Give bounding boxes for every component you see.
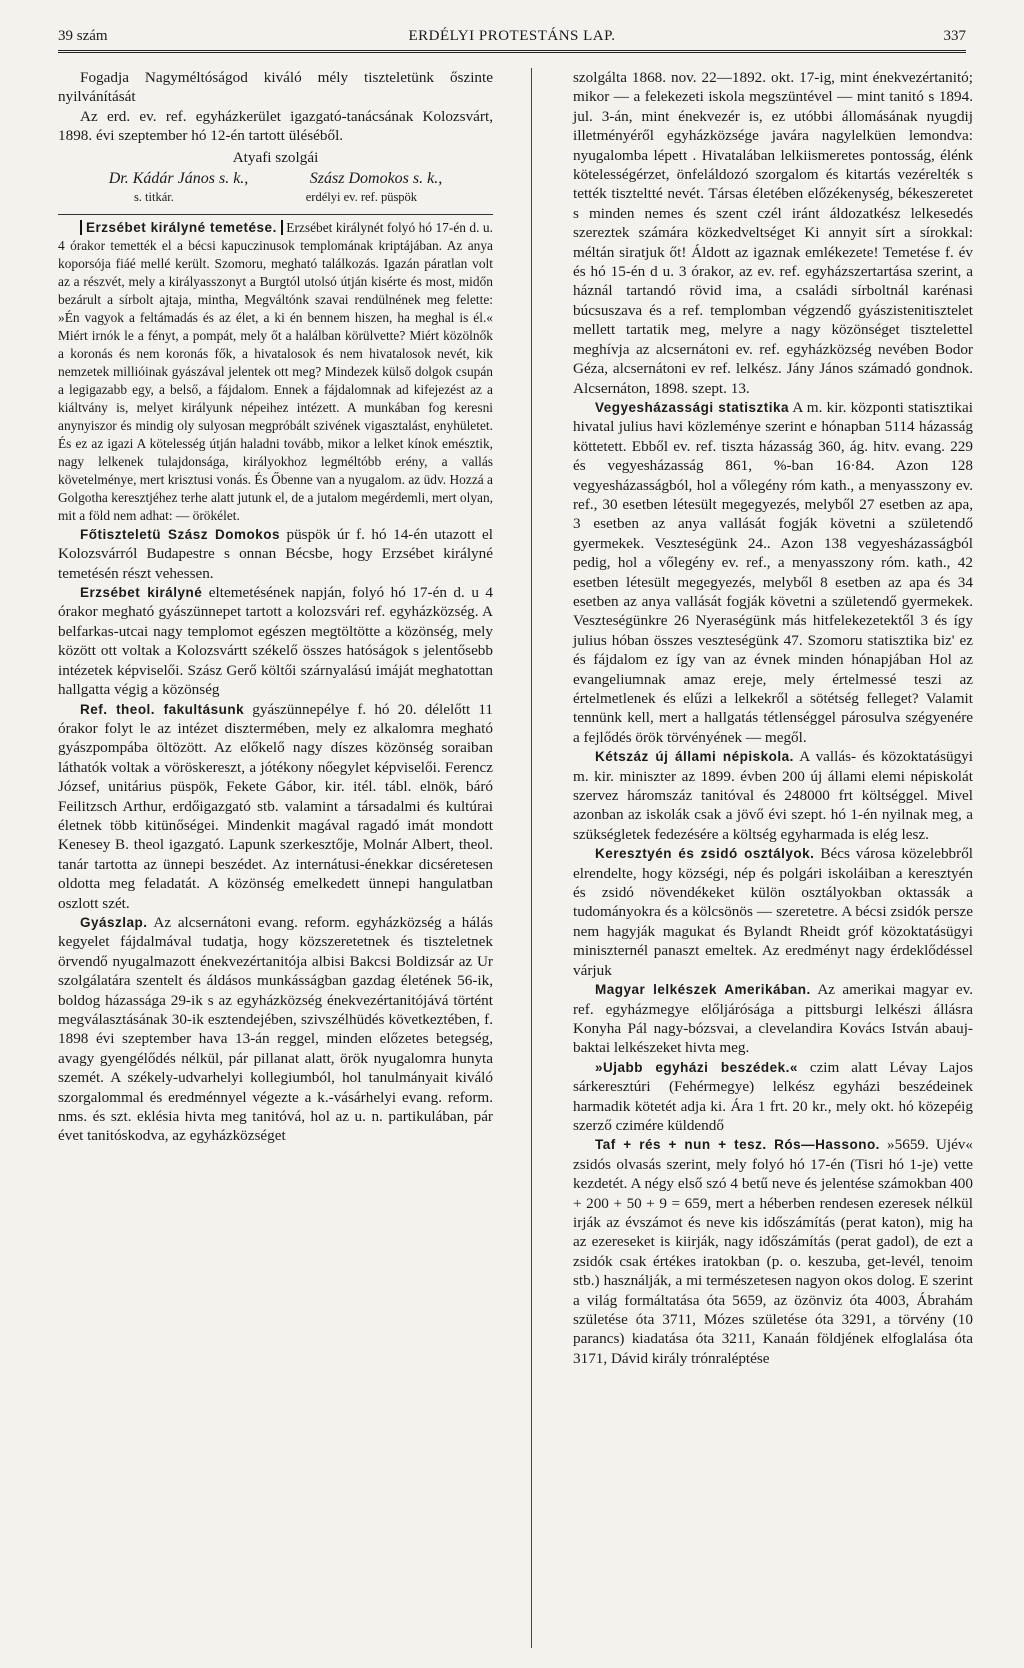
article-new-sermons xyxy=(573,1058,973,1136)
letter-origin: Az erd. ev. ref. egyházkerület igazgató-tanácsának Kolozsvárt, 1898. évi szeptember hó 12-én tartott üléséből. xyxy=(58,107,493,145)
right-column xyxy=(573,68,973,1368)
article-new-schools xyxy=(573,747,973,844)
issue-number: 39 szám xyxy=(58,28,108,44)
article-body: eltemetésének napján, folyó hó 17-én d. u 4 órakor megható gyászünnepet tartott a kolozsvári ref. egyházközség. A belfarkas-utcai nagy templomot egészen megtöltötte a közönség, mely között ott voltak a Kolozsvártt székelő összes hatóságok s jelentősebb intézetek képviselői. Szász Gerő költői szárnyalású imáját meghatottan hallgatta végig a közönség xyxy=(58,584,494,699)
article-mourning-service xyxy=(58,583,493,699)
column-divider xyxy=(531,68,532,1648)
article-body: Erzsébet királynét folyó hó 17-én d. u. 4 órakor temették el a bécsi kapuczinusok templomának kriptájában. Az anya koporsója fiáé mellé került. Szomoru, megható találkozás. Igazán páratlan volt az a részvét, mely a királyasszonyt a Burgtól utolsó útján kisérte és most, midőn bezárult a sírbolt ajtaja, mintha, Megváltónk szavai rendülnének meg felette: »Én vagyok a feltámadás és az élet, a ki én bennem hiszen, ha meghal is él.« Miért irnók le a fényt, a pompát, mely őt a halálban körülvette? Miért közölnők a koronás és nem koronás fők, a hivatalosok és nem hivatalosok nevét, kik nemzetek millióinak gyászával jelentek ott meg? Mindezek külső dolgok csupán a legigazabb egy, a belső, a fájdalom. Ennek a fájdalomnak ad kifejezést az a kiáltvány is, melyet királyunk népeihez intézett. A munkában fog keresni anynyiszor és mindig oly sulyosan megpróbált szivének vigasztalást, enyhületet. És ez az igazi A kötelesség útján haladni tovább, mikor a lelket kínok emésztik, nagy lelkenek tulajdonsága, királyokhoz legméltóbb erény, a vallás követelménye, mert krisztusi vonás. És Őbenne van a nyugalom. az üdv. Hozzá a Golgotha keresztjéhez terhe alatt jutunk el, de a jutalom megérdemli, mert olyan, mit a föld nem adhat: — örökélet. xyxy=(58,219,493,523)
letter-closing: Atyafi szolgái xyxy=(232,148,319,166)
section-rule xyxy=(58,214,493,215)
article-title: Vegyesházassági statisztika xyxy=(595,399,790,415)
article-mixed-marriage xyxy=(573,398,973,747)
article-body: gyászünnepélye f. hó 20. délelőtt 11 órakor folyt le az intézet disztermében, mely ez alkalomra megható gyászpompába öltözött. Az előkelő nagy díszes közönség soraiban láthatók voltak a vöröskereszt, a jótékony nőegylet képviselői. Ferencz József, unitárius püspök, Fekete Gábor, kir. itél. tábl. elnök, báró Feilitzsch Arthur, erdőigazgató stb. valamint a társadalmi és kultúrai életnek több kitünőségei. Mindenkit magával ragadó imát mondott Kenesey B. theol igazgató. Lapunk szerkesztője, Molnár Albert, theol. tanár tartotta az ünnepi beszédet. Az internátusi-énekkar dicséretesen oldotta meg feladatát. A közönség emelkedett ünnepi hangulatban oszlott szét. xyxy=(58,700,493,912)
article-title: Taf + rés + nun + tesz. Rós—Hassono. xyxy=(595,1137,880,1153)
signature-1-role: s. titkár. xyxy=(133,190,174,205)
article-body: A vallás- és közoktatásügyi m. kir. miniszter az 1899. évben 200 új állami elemi népiskolát szervez háromszáz tanitóval és 248000 frt költséggel. Mivel azonban az iskolák csak a jövő évi szept. hó 1-én nyilnak meg, a szükségletek fedezésére a költség egyharmada is elég lesz. xyxy=(573,748,973,843)
article-body: Az amerikai magyar ev. ref. egyházmegye előljárósága a pittsburgi lelkészi állásra Konyha Pál nagy-bózsvai, a clevelandira Kovács István abauj-baktai lelkészeket hivta meg. xyxy=(573,981,973,1057)
article-title: Erzsébet királyné xyxy=(80,585,203,601)
article-title: »Ujabb egyházi beszédek.« xyxy=(595,1059,798,1075)
article-pastors-america xyxy=(573,980,973,1058)
article-obituary xyxy=(58,913,493,1146)
article-title: Ref. theol. fakultásunk xyxy=(80,701,245,717)
article-queen-funeral xyxy=(58,219,493,525)
article-theology-faculty xyxy=(58,700,493,913)
left-column xyxy=(58,68,493,1146)
journal-title: ERDÉLYI PROTESTÁNS LAP. xyxy=(408,28,616,44)
article-body: czim alatt Lévay Lajos sárkeresztúri (Fehérmegye) lelkész egyházi beszédeinek harmadik kötetét adja ki. Ára 1 frt. 20 kr., mely okt. hó közepéig szerző czimére küldendő xyxy=(573,1058,974,1134)
article-new-year xyxy=(573,1135,973,1368)
letter-intro: Fogadja Nagyméltóságod kiváló mély tiszteletünk őszinte nyilvánítását xyxy=(58,69,493,106)
page-number: 337 xyxy=(943,28,966,44)
signature-2: Szász Domokos s. k., xyxy=(309,170,443,188)
article-body: püspök úr f. hó 14-én utazott el Kolozsvárról Budapestre s onnan Bécsbe, hogy Erzsébet királyné temetésén részt vehessen. xyxy=(58,525,493,582)
article-body: A m. kir. központi statisztikai hivatal julius havi közleménye szerint e hónapban 5114 házasság köttetett. Ebből ev. ref. tiszta házasság 360, ág. hitv. evang. 229 és vegyesházasság 861, %-ban 16·84. Azon 128 vegyesházasságból, hol a vőlegény róm kath., a menyasszony ev. ref., 30 esetben létesült megegyezés, melyből 27 esetben az apa, 3 esetben az anya vallását fogják követni a születendő gyermekek. Veszteségünk 24.. Azon 138 vegyesházasságból pedig, hol a vőlegény ev. ref., a menyasszony róm. kath., 42 esetben létesült megegyezés, melyből 8 esetben az apa és 34 esetben az anya vallását fogják követni a születendő gyermekek. Veszteségünkre 26 Nyeraségünk más hitfelekezetektől 3 és így julius hóban összes veszteségünk 47. Szomoru statisztika biz' ez és fájdalom ez így van az évnek minden hónapjában Hol az evangeliumnak amaz ereje, mely értelmessé teszi az értelmetlenek és elűzi a lelkekről a sötétség felleget? Valamit tennünk kell, mert a hallgatás tétlenséggel párosulva szégyenére a fejlődés örök törvényének — megől. xyxy=(573,398,973,746)
signature-2-role: erdélyi ev. ref. püspök xyxy=(305,190,418,205)
article-title: Keresztyén és zsidó osztályok. xyxy=(595,846,815,862)
article-body: Bécs városa közelebbről elrendelte, hogy községi, nép és polgári iskoláiban a keresztyén és zsidó növendékeket külön osztályokban oktassák a tudományokra és a kölcsönös — szeretetre. A bécsi zsidók persze nem hagyják magukat és Bylandt Rheidt gróf közoktatásügyi miniszternél panaszt emeltek. Az eredményt nagy érdeklődéssel várjuk xyxy=(573,845,974,979)
article-separate-classes xyxy=(573,844,973,980)
article-body: »5659. Ujév« zsidós olvasás szerint, mely folyó hó 17-én (Tisri hó 1-je) vette kezdetét. A négy első szó 4 betű neve és jelentése számokban 400 + 200 + 50 + 9 = 659, mert a héberben rendesen ezeresek nélkül irják az évszámot és neve kis időszámítás (perat katon), mig ha az ezereseket is kiirják, nagy időszámítás (perat gadol), de ezt a zsidók csak értékes iratokban (p. o. keszuba, get-levél, tenoim stb.) használják, a mi természetesen nagyon okos dolog. E szerint a világ formáltatása óta 5659, az özönviz óta 4003, Ábrahám születése óta 3711, Mózes születése óta 3291, a törvény (10 parancs) kiadatása óta 3211, Kanaán földjének elfoglalása óta 3171, Dávid király trónraléptése xyxy=(573,1136,973,1367)
page-header xyxy=(58,28,966,53)
signature-roles xyxy=(58,188,493,207)
article-title: Erzsébet királyné temetése. xyxy=(80,220,283,235)
article-body: Az alcsernátoni evang. reform. egyházközség a hálás kegyelet fájdalmával tudatja, hogy közszeretetnek és tiszteletnek örvendő nyugalmazott énekvezértanitója albisi Bakcsi Boldizsár az Ur szolgálatára szentelt és áldásos munkásságban gazdag életének 56-ik, boldog házassága 29-ik s az egyházközség énekvezértanitójává történt megválasztásának 30-ik esztendejében, szivszélhüdés következtében, f. 1898 évi szeptember hava 13-án reggel, minden előzetes betegség, avagy gyengélődés nélkül, pár pillanat alatt, örök nyugalomra hunyta szemét. A székely-udvarhelyi kollegiumból, hol tanulmányait kiváló szorgalommal és eredménnyel végezte a k.-vásárhelyi evang. reform. nms. és szt. eklésia hivta meg tanitóvá, hol az u. n. partikulában, pár évet tanitóskodva, az egyházközséget xyxy=(58,913,493,1145)
obituary-continued: szolgálta 1868. nov. 22—1892. okt. 17-ig, mint énekvezértanitó; mikor — a felekezeti iskola megszüntével — mint tanitó s 1894. jul. 3-án, mint énekvezér is, ez utóbbi állomásának nyugdij illetményéről egyházközsége javára nagylelküen lemondva: nyugalomba lépett . Hivatalában lelkiismeretes pontosság, élénk kötelességérzet, önfeláldozó szorgalom és kitartás vezérelték s tették tiszteltté nevét. Társas életében előzékenység, békeszeretet s minden nemes és szent czél iránt áldozatkész lelkesedés szereztek számára közkedveltséget Ki annyit sírt a sírokkal: méltán siratjuk őt! Áldott az igaznak emlékezete! Temetése f. év és hó 15-én d u. 3 órakor, az ev. ref. egyházszertartása szerint, a háznál tartandó rövid ima, a családi sírboltnál karénasi búcsuszava és a ref. templomban végzendő gyászistenitisztelet mellett tartatik meg, melyre a nagy közönséget tisztelettel meghívja az alcsernátoni ev. ref. egyházközség nevében Bodor Géza, alcsernátoni ev ref. lelkész. Jány János számadó gondnok. Alcsernáton, 1898. szept. 13. xyxy=(573,69,973,397)
article-title: Főtiszteletü Szász Domokos xyxy=(80,526,280,542)
article-title: Gyászlap. xyxy=(80,914,148,930)
article-title: Magyar lelkészek Amerikában. xyxy=(595,982,811,998)
signature-1: Dr. Kádár János s. k., xyxy=(108,170,249,188)
article-title: Kétszáz új állami népiskola. xyxy=(595,749,794,765)
article-bishop xyxy=(58,525,493,583)
signatures xyxy=(58,169,493,188)
